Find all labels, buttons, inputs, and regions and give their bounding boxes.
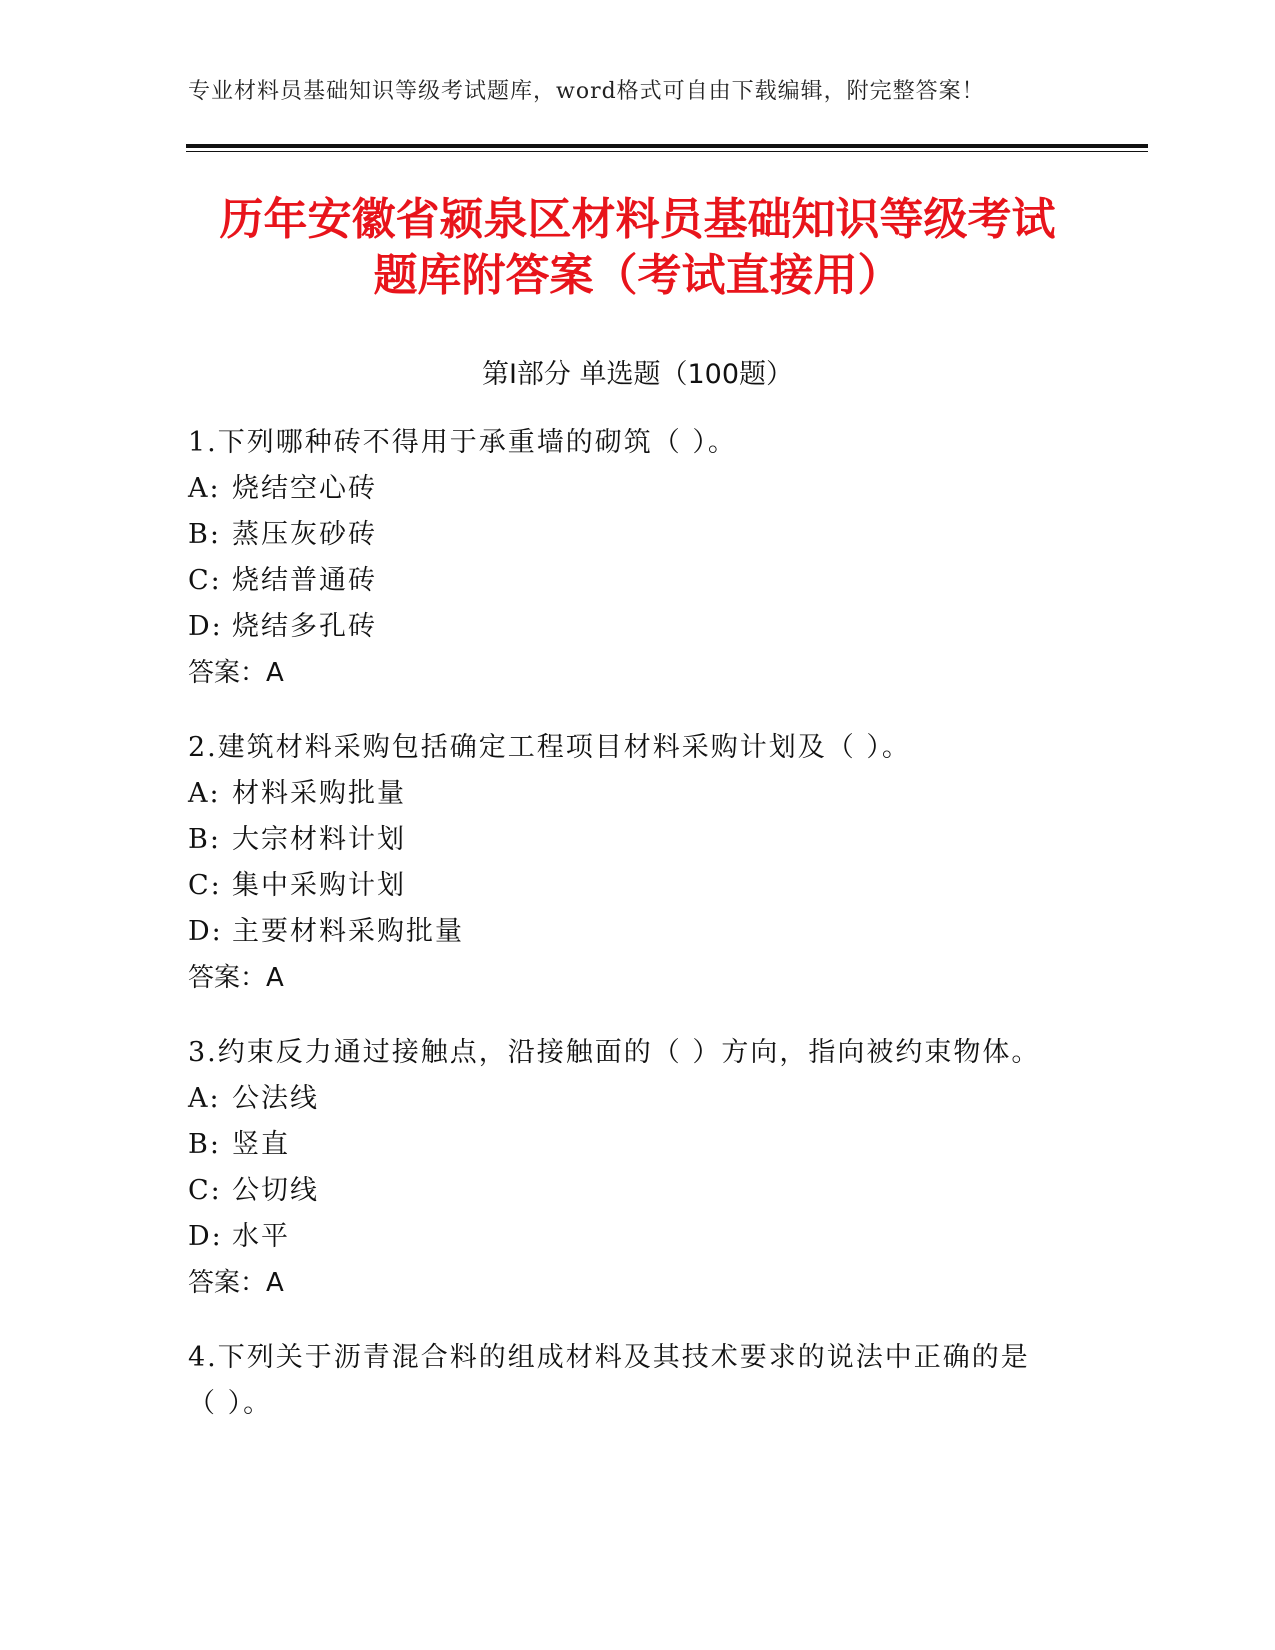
option-letter: D: bbox=[188, 916, 223, 947]
header-rule-thin bbox=[186, 151, 1148, 152]
section-heading: 第Ⅰ部分 单选题（100题） bbox=[481, 359, 794, 390]
question-option-b bbox=[188, 512, 1088, 558]
option-letter: C: bbox=[188, 565, 222, 596]
document-title-line1: 历年安徽省颍泉区材料员基础知识等级考试 bbox=[219, 194, 1056, 245]
option-text: 蒸压灰砂砖 bbox=[232, 519, 377, 550]
question-option-a bbox=[188, 466, 1088, 512]
document-title-line2: 题库附答案（考试直接用） bbox=[373, 250, 902, 301]
question-answer: 答案：A bbox=[188, 658, 284, 688]
question-stem: 2.建筑材料采购包括确定工程项目材料采购计划及（ ）。 bbox=[188, 732, 911, 763]
header-rule-thick bbox=[186, 144, 1148, 148]
question-2 bbox=[188, 725, 1088, 1001]
option-text: 集中采购计划 bbox=[232, 870, 406, 901]
question-stem: 1.下列哪种砖不得用于承重墙的砌筑（ ）。 bbox=[188, 427, 737, 458]
option-text: 公切线 bbox=[232, 1175, 319, 1206]
option-letter: A: bbox=[188, 778, 221, 809]
question-stem: 3.约束反力通过接触点，沿接触面的（ ）方向，指向被约束物体。 bbox=[188, 1037, 1041, 1068]
option-text: 烧结普通砖 bbox=[232, 565, 377, 596]
option-text: 烧结多孔砖 bbox=[232, 611, 377, 642]
option-letter: C: bbox=[188, 1175, 222, 1206]
option-text: 烧结空心砖 bbox=[232, 473, 377, 504]
question-answer: 答案：A bbox=[188, 963, 284, 993]
option-letter: B: bbox=[188, 519, 221, 550]
option-text: 主要材料采购批量 bbox=[232, 916, 464, 947]
option-text: 竖直 bbox=[232, 1129, 290, 1160]
question-option-c bbox=[188, 558, 1088, 604]
option-letter: A: bbox=[188, 1083, 221, 1114]
document-title bbox=[150, 192, 1125, 304]
question-option-b bbox=[188, 1122, 1088, 1168]
option-letter: B: bbox=[188, 824, 221, 855]
option-letter: A: bbox=[188, 473, 221, 504]
option-text: 水平 bbox=[232, 1221, 290, 1252]
option-text: 大宗材料计划 bbox=[232, 824, 406, 855]
question-option-a bbox=[188, 1076, 1088, 1122]
question-option-c bbox=[188, 1168, 1088, 1214]
question-option-c bbox=[188, 863, 1088, 909]
header-note: 专业材料员基础知识等级考试题库，word格式可自由下载编辑，附完整答案！ bbox=[188, 79, 985, 104]
option-letter: C: bbox=[188, 870, 222, 901]
option-letter: D: bbox=[188, 1221, 223, 1252]
question-stem: 4.下列关于沥青混合料的组成材料及其技术要求的说法中正确的是（ ）。 bbox=[188, 1342, 1030, 1419]
question-1 bbox=[188, 420, 1088, 696]
question-option-d bbox=[188, 604, 1088, 650]
option-text: 公法线 bbox=[232, 1083, 319, 1114]
question-option-b bbox=[188, 817, 1088, 863]
option-text: 材料采购批量 bbox=[232, 778, 406, 809]
question-3 bbox=[188, 1030, 1088, 1306]
question-answer: 答案：A bbox=[188, 1268, 284, 1298]
option-letter: D: bbox=[188, 611, 223, 642]
question-option-d bbox=[188, 909, 1088, 955]
question-option-a bbox=[188, 771, 1088, 817]
option-letter: B: bbox=[188, 1129, 221, 1160]
question-4 bbox=[188, 1335, 1048, 1427]
question-option-d bbox=[188, 1214, 1088, 1260]
